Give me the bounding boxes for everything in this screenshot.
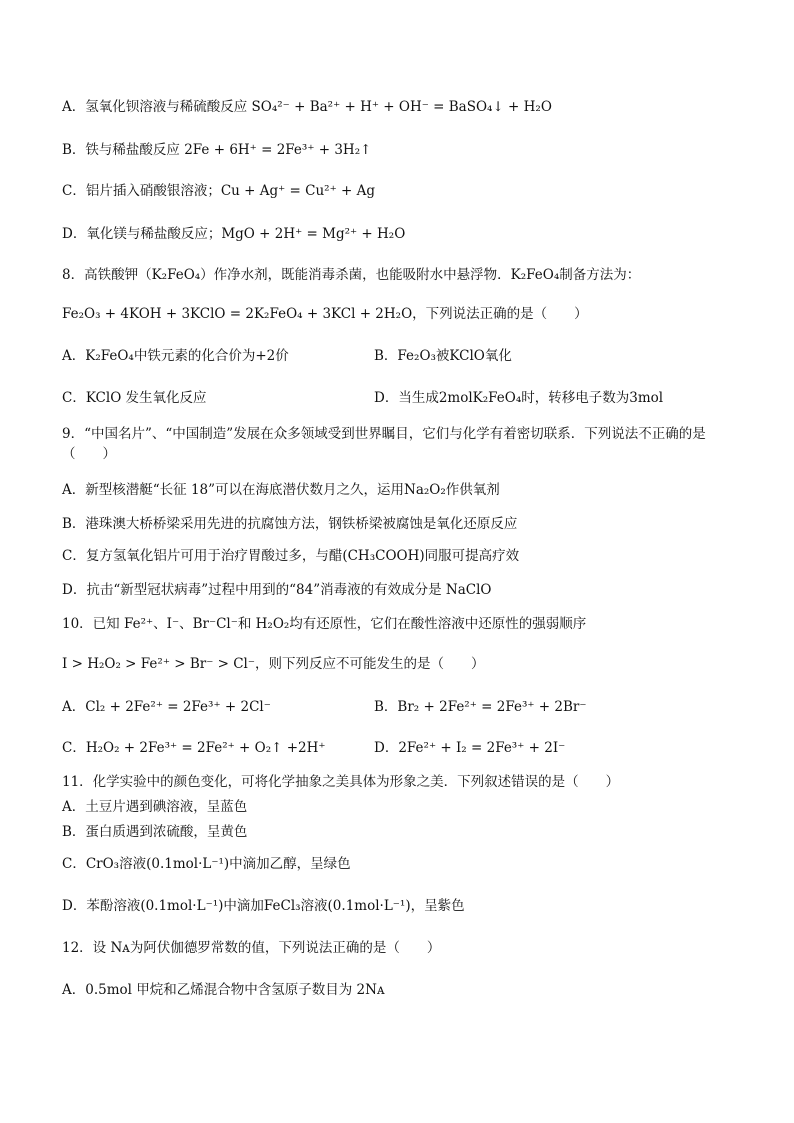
- q9-option-d: D．抗击“新型冠状病毒”过程中用到的“84”消毒液的有效成分是 NaClO: [62, 582, 492, 598]
- q11-option-c: C．CrO₃溶液(0.1mol·L⁻¹)中滴加乙醇，呈绿色: [62, 856, 351, 872]
- q9-stem: 9．“中国名片”、“中国制造”发展在众多领域受到世界瞩目，它们与化学有着密切联系．下列说法不正确的是（ ）: [62, 426, 706, 462]
- q10-stem: 10．已知 Fe²⁺、I⁻、Br⁻Cl⁻和 H₂O₂均有还原性，它们在酸性溶液中还原性的强弱顺序: [62, 616, 587, 632]
- q10-option-a: A．Cl₂ + 2Fe²⁺ = 2Fe³⁺ + 2Cl⁻: [62, 699, 271, 715]
- q10-option-d: D．2Fe²⁺ + I₂ = 2Fe³⁺ + 2I⁻: [374, 740, 566, 756]
- q12-stem: 12．设 Nᴀ为阿伏伽德罗常数的值，下列说法正确的是（ ）: [62, 940, 441, 956]
- q8-equation: Fe₂O₃ + 4KOH + 3KClO = 2K₂FeO₄ + 3KCl + 2H₂O，下列说法正确的是（ ）: [62, 306, 588, 322]
- q8-option-d: D．当生成2molK₂FeO₄时，转移电子数为3mol: [374, 390, 664, 406]
- q7-option-b: B．铁与稀盐酸反应 2Fe + 6H⁺ = 2Fe³⁺ + 3H₂↑: [62, 142, 372, 158]
- q8-option-c: C．KClO 发生氧化反应: [62, 390, 207, 406]
- q8-option-b: B．Fe₂O₃被KClO氧化: [374, 348, 512, 364]
- q10-option-c: C．H₂O₂ + 2Fe³⁺ = 2Fe²⁺ + O₂↑ +2H⁺: [62, 740, 326, 756]
- q10-option-b: B．Br₂ + 2Fe²⁺ = 2Fe³⁺ + 2Br⁻: [374, 699, 587, 715]
- q8-option-a: A．K₂FeO₄中铁元素的化合价为+2价: [62, 348, 289, 364]
- q7-option-a: A．氢氧化钡溶液与稀硫酸反应 SO₄²⁻ + Ba²⁺ + H⁺ + OH⁻ = BaSO₄↓ + H₂O: [62, 99, 552, 115]
- q7-option-c: C．铝片插入硝酸银溶液；Cu + Ag⁺ = Cu²⁺ + Ag: [62, 183, 376, 199]
- q11-option-d: D．苯酚溶液(0.1mol·L⁻¹)中滴加FeCl₃溶液(0.1mol·L⁻¹)，呈紫色: [62, 898, 465, 914]
- q11-stem: 11．化学实验中的颜色变化，可将化学抽象之美具体为形象之美．下列叙述错误的是（ ）: [62, 774, 620, 790]
- q8-stem: 8．高铁酸钾（K₂FeO₄）作净水剂，既能消毒杀菌，也能吸附水中悬浮物．K₂FeO₄制备方法为：: [62, 267, 641, 283]
- q12-option-a: A．0.5mol 甲烷和乙烯混合物中含氢原子数目为 2Nᴀ: [62, 982, 385, 998]
- q11-option-a: A．土豆片遇到碘溶液，呈蓝色: [62, 799, 248, 815]
- q9-option-b: B．港珠澳大桥桥梁采用先进的抗腐蚀方法，钢铁桥梁被腐蚀是氧化还原反应: [62, 516, 518, 532]
- q7-option-d: D．氧化镁与稀盐酸反应；MgO + 2H⁺ = Mg²⁺ + H₂O: [62, 226, 406, 242]
- q9-option-a: A．新型核潜艇“长征 18”可以在海底潜伏数月之久，运用Na₂O₂作供氧剂: [62, 482, 500, 498]
- q9-option-c: C．复方氢氧化铝片可用于治疗胃酸过多，与醋(CH₃COOH)同服可提高疗效: [62, 548, 520, 564]
- q10-order: I > H₂O₂ > Fe²⁺ > Br⁻ > Cl⁻，则下列反应不可能发生的是（ ）: [62, 656, 485, 672]
- q11-option-b: B．蛋白质遇到浓硫酸，呈黄色: [62, 824, 248, 840]
